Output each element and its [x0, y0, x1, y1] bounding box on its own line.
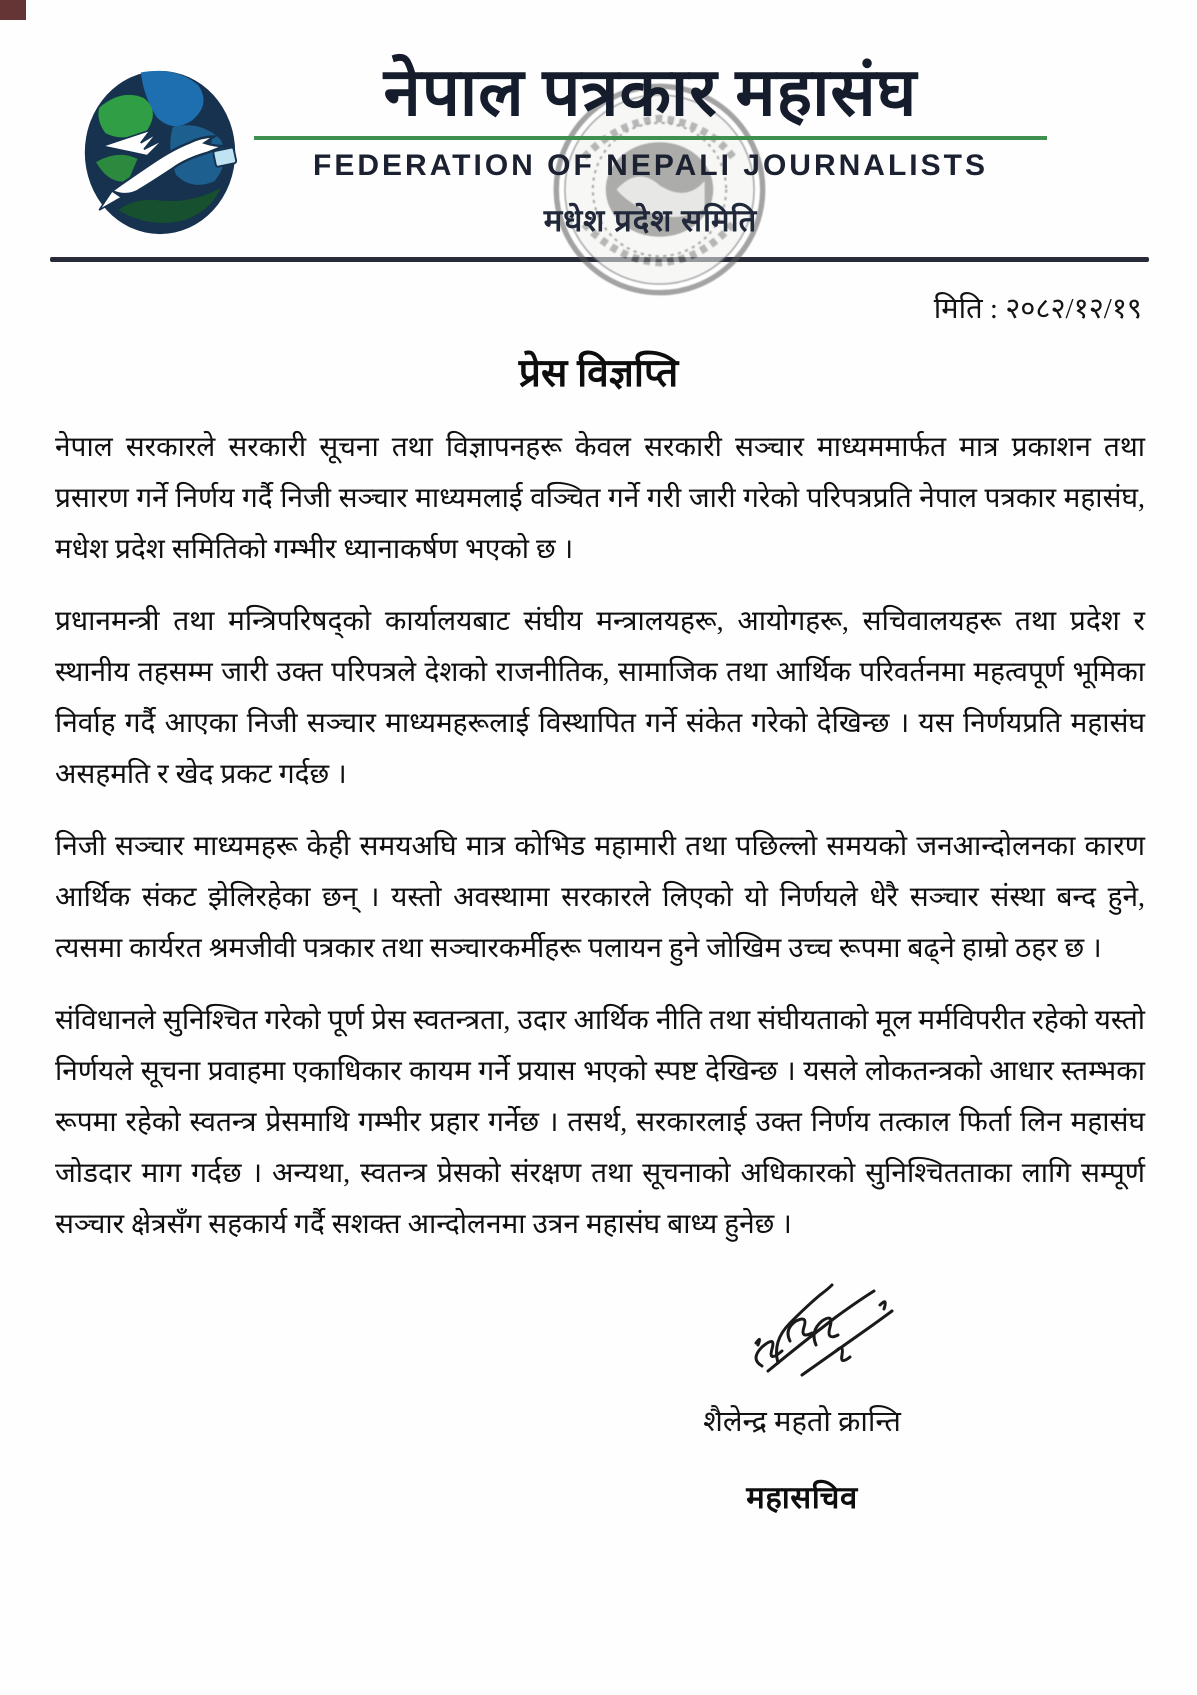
- committee-name: मधेश प्रदेश समिति: [543, 203, 758, 239]
- signatory-position: महासचिव: [746, 1480, 858, 1516]
- press-release-title: प्रेस विज्ञप्ति: [518, 352, 679, 396]
- paragraph-2: प्रधानमन्त्री तथा मन्त्रिपरिषद्को कार्यालयबाट संघीय मन्त्रालयहरू, आयोगहरू, सचिवालयहरू तथा प्रदेश र स्थानीय तहसम्म जारी उक्त परिपत्रले देशको राजनीतिक, सामाजिक तथा आर्थिक परिवर्तनमा महत्वपूर्ण भूमिका निर्वाह गर्दै आएका निजी सञ्चार माध्यमहरूलाई विस्थापित गर्ने संकेत गरेको देखिन्छ । यस निर्णयप्रति महासंघ असहमति र खेद प्रकट गर्दछ ।: [55, 606, 1145, 791]
- letterhead: [0, 0, 1197, 241]
- fnj-globe-dove-logo: [80, 60, 240, 245]
- signatory-name: शैलेन्द्र महतो क्रान्ति: [703, 1406, 901, 1439]
- press-release-body: [55, 422, 1145, 1250]
- paragraph-1: नेपाल सरकारले सरकारी सूचना तथा विज्ञापनहरू केवल सरकारी सञ्चार माध्यममार्फत मात्र प्रकाशन तथा प्रसारण गर्ने निर्णय गर्दै निजी सञ्चार माध्यमलाई वञ्चित गर्ने गरी जारी गरेको परिपत्रप्रति नेपाल पत्रकार महासंघ, मधेश प्रदेश समितिको गम्भीर ध्यानाकर्षण भएको छ ।: [55, 432, 1145, 566]
- org-name-nepali: नेपाल पत्रकार महासंघ: [383, 56, 918, 130]
- green-divider: [254, 136, 1047, 140]
- date-line: मिति : २०८२/१२/१९: [933, 293, 1142, 326]
- handwritten-signature: [732, 1271, 912, 1386]
- paragraph-4: संविधानले सुनिश्चित गरेको पूर्ण प्रेस स्वतन्त्रता, उदार आर्थिक नीति तथा संघीयताको मूल मर्मविपरीत रहेको यस्तो निर्णयले सूचना प्रवाहमा एकाधिकार कायम गर्ने प्रयास भएको स्पष्ट देखिन्छ । यसले लोकतन्त्रको आधार स्तम्भका रूपमा रहेको स्वतन्त्र प्रेसमाथि गम्भीर प्रहार गर्नेछ । तसर्थ, सरकारलाई उक्त निर्णय तत्काल फिर्ता लिन महासंघ जोडदार माग गर्दछ । अन्यथा, स्वतन्त्र प्रेसको संरक्षण तथा सूचनाको अधिकारको सुनिश्चितताका लागि सम्पूर्ण सञ्चार क्षेत्रसँग सहकार्य गर्दै सशक्त आन्दोलनमा उत्रन महासंघ बाध्य हुनेछ ।: [55, 1005, 1145, 1241]
- paragraph-3: निजी सञ्चार माध्यमहरू केही समयअघि मात्र कोभिड महामारी तथा पछिल्लो समयको जनआन्दोलनका कारण आर्थिक संकट झेलिरहेका छन् । यस्तो अवस्थामा सरकारले लिएको यो निर्णयले धेरै सञ्चार संस्था बन्द हुने, त्यसमा कार्यरत श्रमजीवी पत्रकार तथा सञ्चारकर्मीहरू पलायन हुने जोखिम उच्च रूपमा बढ्ने हाम्रो ठहर छ ।: [55, 831, 1145, 965]
- signature-block: [622, 1271, 982, 1518]
- org-name-english: FEDERATION OF NEPALI JOURNALISTS: [313, 149, 988, 183]
